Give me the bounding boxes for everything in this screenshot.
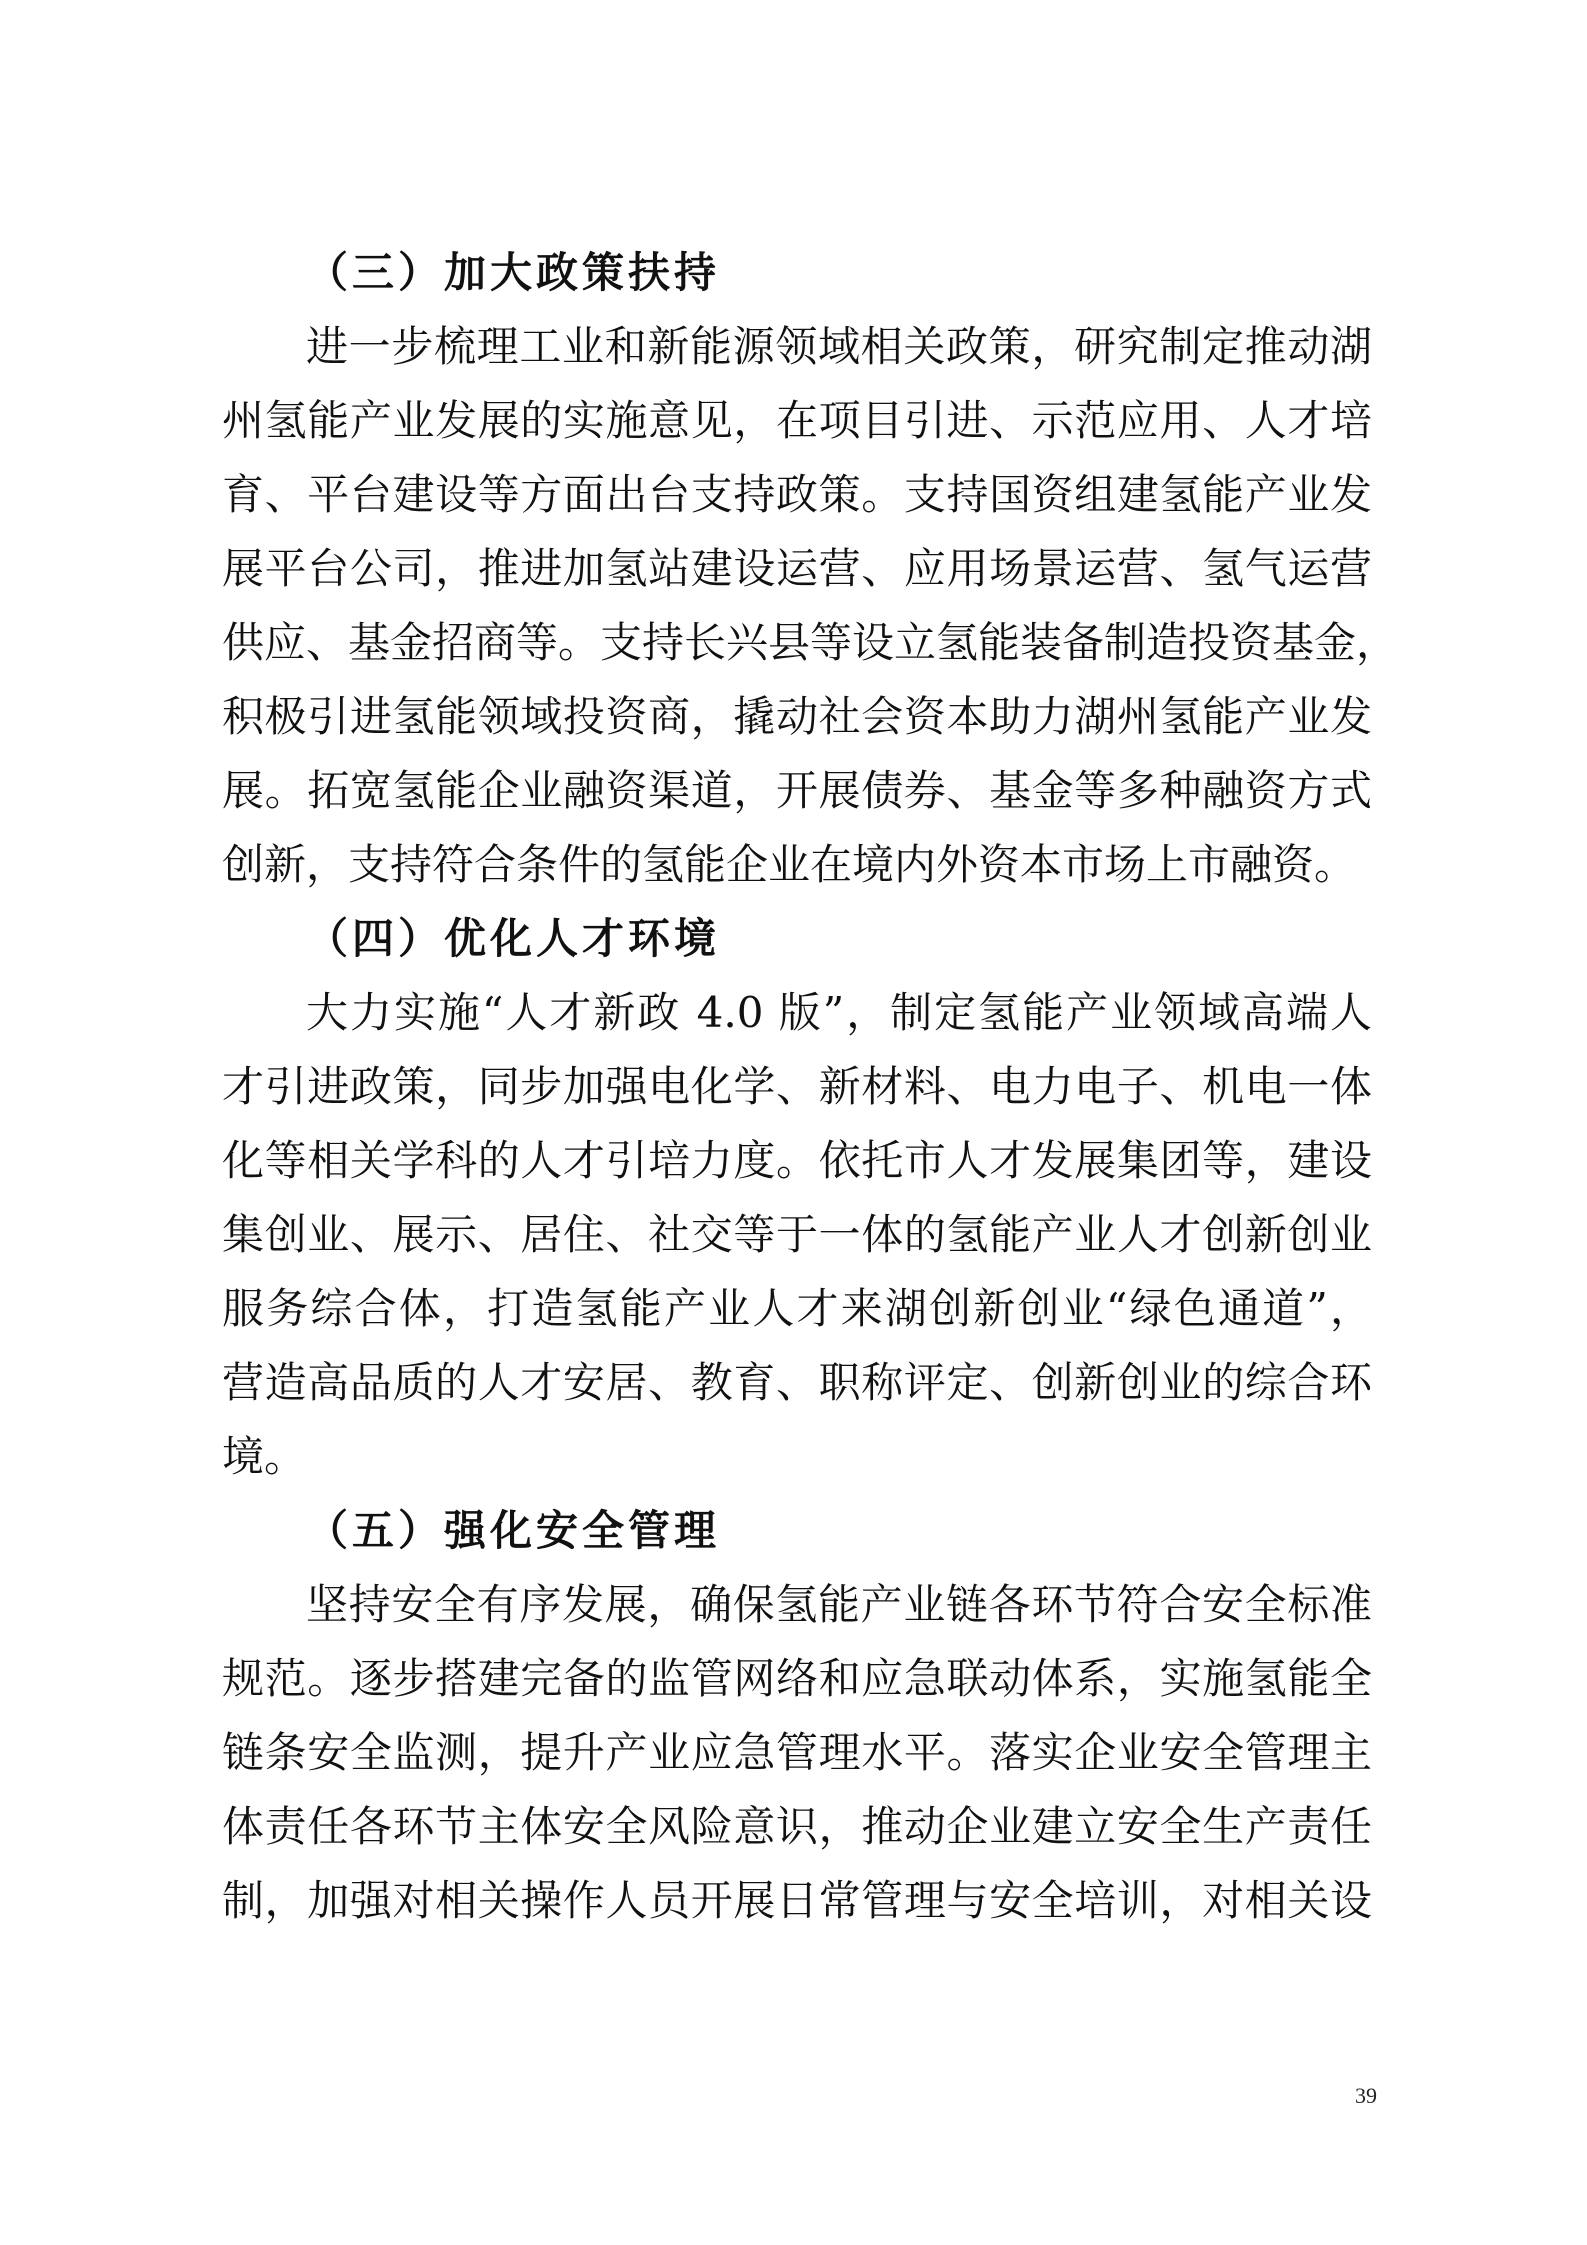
paragraph-line: 制，加强对相关操作人员开展日常管理与安全培训，对相关设 — [222, 1876, 1372, 1925]
paragraph-line: 境。 — [222, 1432, 307, 1481]
paragraph-line: 展。拓宽氢能企业融资渠道，开展债券、基金等多种融资方式 — [222, 766, 1372, 815]
paragraph-line: 体责任各环节主体安全风险意识，推动企业建立安全生产责任 — [222, 1802, 1372, 1851]
section-paragraph — [222, 1568, 1372, 1938]
paragraph-line: 育、平台建设等方面出台支持政策。支持国资组建氢能产业发 — [222, 470, 1372, 519]
section-heading: （三）加大政策扶持 — [306, 248, 721, 297]
section-paragraph — [222, 976, 1372, 1494]
paragraph-line: 创新，支持符合条件的氢能企业在境内外资本市场上市融资。 — [222, 840, 1357, 889]
paragraph-line: 营造高品质的人才安居、教育、职称评定、创新创业的综合环 — [222, 1358, 1372, 1407]
paragraph-line: 州氢能产业发展的实施意见，在项目引进、示范应用、人才培 — [222, 396, 1372, 445]
paragraph-line: 坚持安全有序发展，确保氢能产业链各环节符合安全标准 — [306, 1580, 1372, 1629]
paragraph-line: 集创业、展示、居住、社交等于一体的氢能产业人才创新创业 — [222, 1210, 1372, 1259]
page-number: 39 — [1355, 2083, 1377, 2108]
paragraph-line: 才引进政策，同步加强电化学、新材料、电力电子、机电一体 — [222, 1062, 1372, 1111]
section-heading: （四）优化人才环境 — [306, 914, 721, 963]
paragraph-line: 进一步梳理工业和新能源领域相关政策，研究制定推动湖 — [306, 322, 1372, 371]
paragraph-line: 积极引进氢能领域投资商，撬动社会资本助力湖州氢能产业发 — [222, 692, 1372, 741]
paragraph-line: 链条安全监测，提升产业应急管理水平。落实企业安全管理主 — [222, 1728, 1372, 1777]
document-page — [222, 236, 1399, 1938]
section-paragraph — [222, 310, 1399, 902]
section-heading: （五）强化安全管理 — [306, 1506, 721, 1555]
paragraph-line: 化等相关学科的人才引培力度。依托市人才发展集团等，建设 — [222, 1136, 1372, 1185]
paragraph-line: 展平台公司，推进加氢站建设运营、应用场景运营、氢气运营 — [222, 544, 1372, 593]
paragraph-line: 服务综合体，打造氢能产业人才来湖创新创业“绿色通道”， — [222, 1284, 1372, 1333]
paragraph-line: 供应、基金招商等。支持长兴县等设立氢能装备制造投资基金， — [222, 618, 1399, 667]
paragraph-line: 大力实施“人才新政 4.0 版”，制定氢能产业领域高端人 — [306, 988, 1372, 1037]
paragraph-line: 规范。逐步搭建完备的监管网络和应急联动体系，实施氢能全 — [222, 1654, 1372, 1703]
